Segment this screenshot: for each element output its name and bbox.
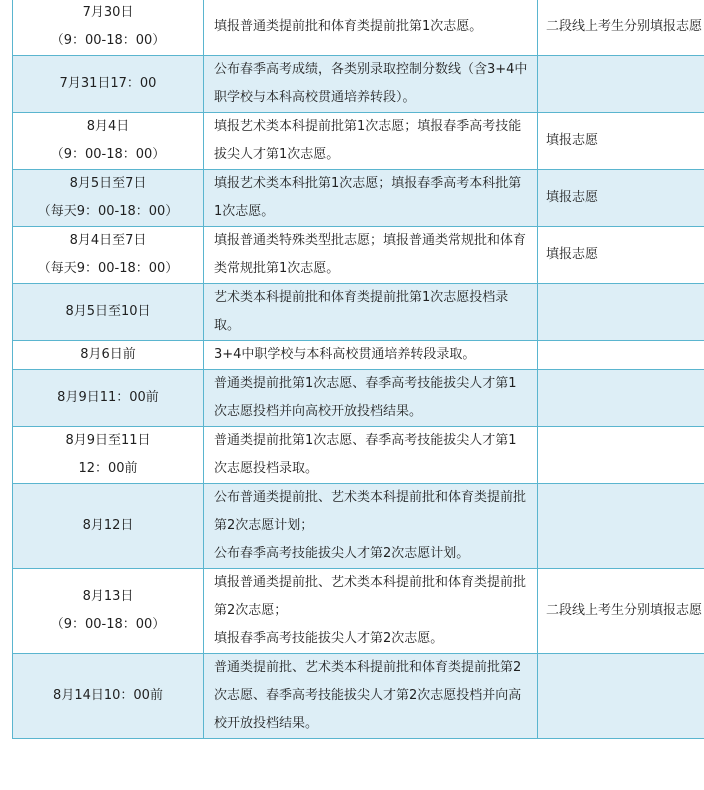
content-text: 3+4中职学校与本科高校贯通培养转段录取。 (214, 347, 476, 362)
schedule-row (13, 427, 704, 484)
note-cell (538, 227, 704, 284)
content-text: 填报艺术类本科提前批第1次志愿；填报春季高考技能拔尖人才第1次志愿。 (214, 119, 522, 162)
note-cell (538, 484, 704, 569)
schedule-row (13, 569, 704, 654)
time-cell (13, 227, 204, 284)
time-text: 8月4日至7日 (69, 233, 147, 248)
content-cell (204, 170, 538, 227)
content-cell (204, 484, 538, 569)
content-text: 填报普通类提前批和体育类提前批第1次志愿。 (214, 19, 483, 34)
content-text: 普通类提前批、艺术类本科提前批和体育类提前批第2次志愿、春季高考技能拔尖人才第2次志愿投档并向高校开放投档结果。 (214, 660, 522, 731)
note-text: 二段线上考生分别填报志愿 (546, 19, 703, 34)
note-text: 填报志愿 (546, 133, 599, 148)
schedule-row (13, 484, 704, 569)
content-text: 公布普通类提前批、艺术类本科提前批和体育类提前批第2次志愿计划； (214, 490, 527, 533)
content-cell (204, 227, 538, 284)
schedule-row (13, 113, 704, 170)
time-text: 8月4日 (86, 119, 130, 134)
schedule-row (13, 170, 704, 227)
note-cell (538, 341, 704, 370)
time-cell (13, 0, 204, 56)
time-cell (13, 370, 204, 427)
content-text: 填报春季高考技能拔尖人才第2次志愿。 (214, 631, 444, 646)
note-cell (538, 427, 704, 484)
time-text: 8月6日前 (80, 347, 136, 362)
schedule-row (13, 0, 704, 56)
time-text: 8月12日 (82, 518, 134, 533)
content-text: 普通类提前批第1次志愿、春季高考技能拔尖人才第1次志愿投档录取。 (214, 433, 517, 476)
note-text: 填报志愿 (546, 247, 599, 262)
note-cell (538, 654, 704, 739)
time-text: （9：00-18：00） (50, 33, 166, 48)
content-text: 艺术类本科提前批和体育类提前批第1次志愿投档录取。 (214, 290, 509, 333)
content-text: 填报普通类提前批、艺术类本科提前批和体育类提前批第2次志愿； (214, 575, 527, 618)
time-cell (13, 427, 204, 484)
time-cell (13, 284, 204, 341)
time-cell (13, 654, 204, 739)
note-text: 二段线上考生分别填报志愿 (546, 603, 703, 618)
time-text: 8月9日至11日 (65, 433, 151, 448)
time-text: （9：00-18：00） (50, 147, 166, 162)
time-text: 7月31日17：00 (59, 76, 157, 91)
content-cell (204, 341, 538, 370)
schedule-row (13, 341, 704, 370)
time-text: 8月14日10：00前 (53, 688, 163, 703)
note-cell (538, 170, 704, 227)
note-text: 填报志愿 (546, 190, 599, 205)
time-text: 8月5日至10日 (65, 304, 151, 319)
schedule-row (13, 227, 704, 284)
schedule-row (13, 370, 704, 427)
admission-schedule-table (12, 0, 704, 739)
content-cell (204, 654, 538, 739)
content-text: 填报普通类特殊类型批志愿；填报普通类常规批和体育类常规批第1次志愿。 (214, 233, 527, 276)
time-text: 7月30日 (82, 5, 134, 20)
time-text: 12：00前 (78, 461, 138, 476)
time-text: （每天9：00-18：00） (37, 204, 179, 219)
content-cell (204, 569, 538, 654)
note-cell (538, 569, 704, 654)
content-cell (204, 0, 538, 56)
time-cell (13, 484, 204, 569)
content-text: 公布春季高考技能拔尖人才第2次志愿计划。 (214, 546, 470, 561)
content-text: 普通类提前批第1次志愿、春季高考技能拔尖人才第1次志愿投档并向高校开放投档结果。 (214, 376, 517, 419)
admission-schedule-table-wrap (12, 0, 703, 739)
time-text: 8月9日11：00前 (57, 390, 159, 405)
time-text: 8月13日 (82, 589, 134, 604)
note-cell (538, 0, 704, 56)
time-text: （9：00-18：00） (50, 617, 166, 632)
content-text: 填报艺术类本科批第1次志愿；填报春季高考本科批第1次志愿。 (214, 176, 522, 219)
time-cell (13, 56, 204, 113)
note-cell (538, 370, 704, 427)
content-cell (204, 56, 538, 113)
time-cell (13, 341, 204, 370)
note-cell (538, 284, 704, 341)
schedule-row (13, 284, 704, 341)
time-cell (13, 569, 204, 654)
time-text: （每天9：00-18：00） (37, 261, 179, 276)
content-cell (204, 427, 538, 484)
schedule-row (13, 654, 704, 739)
note-cell (538, 113, 704, 170)
schedule-row (13, 56, 704, 113)
time-cell (13, 113, 204, 170)
time-text: 8月5日至7日 (69, 176, 147, 191)
content-cell (204, 284, 538, 341)
time-cell (13, 170, 204, 227)
note-cell (538, 56, 704, 113)
content-cell (204, 370, 538, 427)
schedule-body (13, 0, 704, 739)
content-text: 公布春季高考成绩，各类别录取控制分数线（含3+4中职学校与本科高校贯通培养转段）。 (214, 62, 528, 105)
content-cell (204, 113, 538, 170)
